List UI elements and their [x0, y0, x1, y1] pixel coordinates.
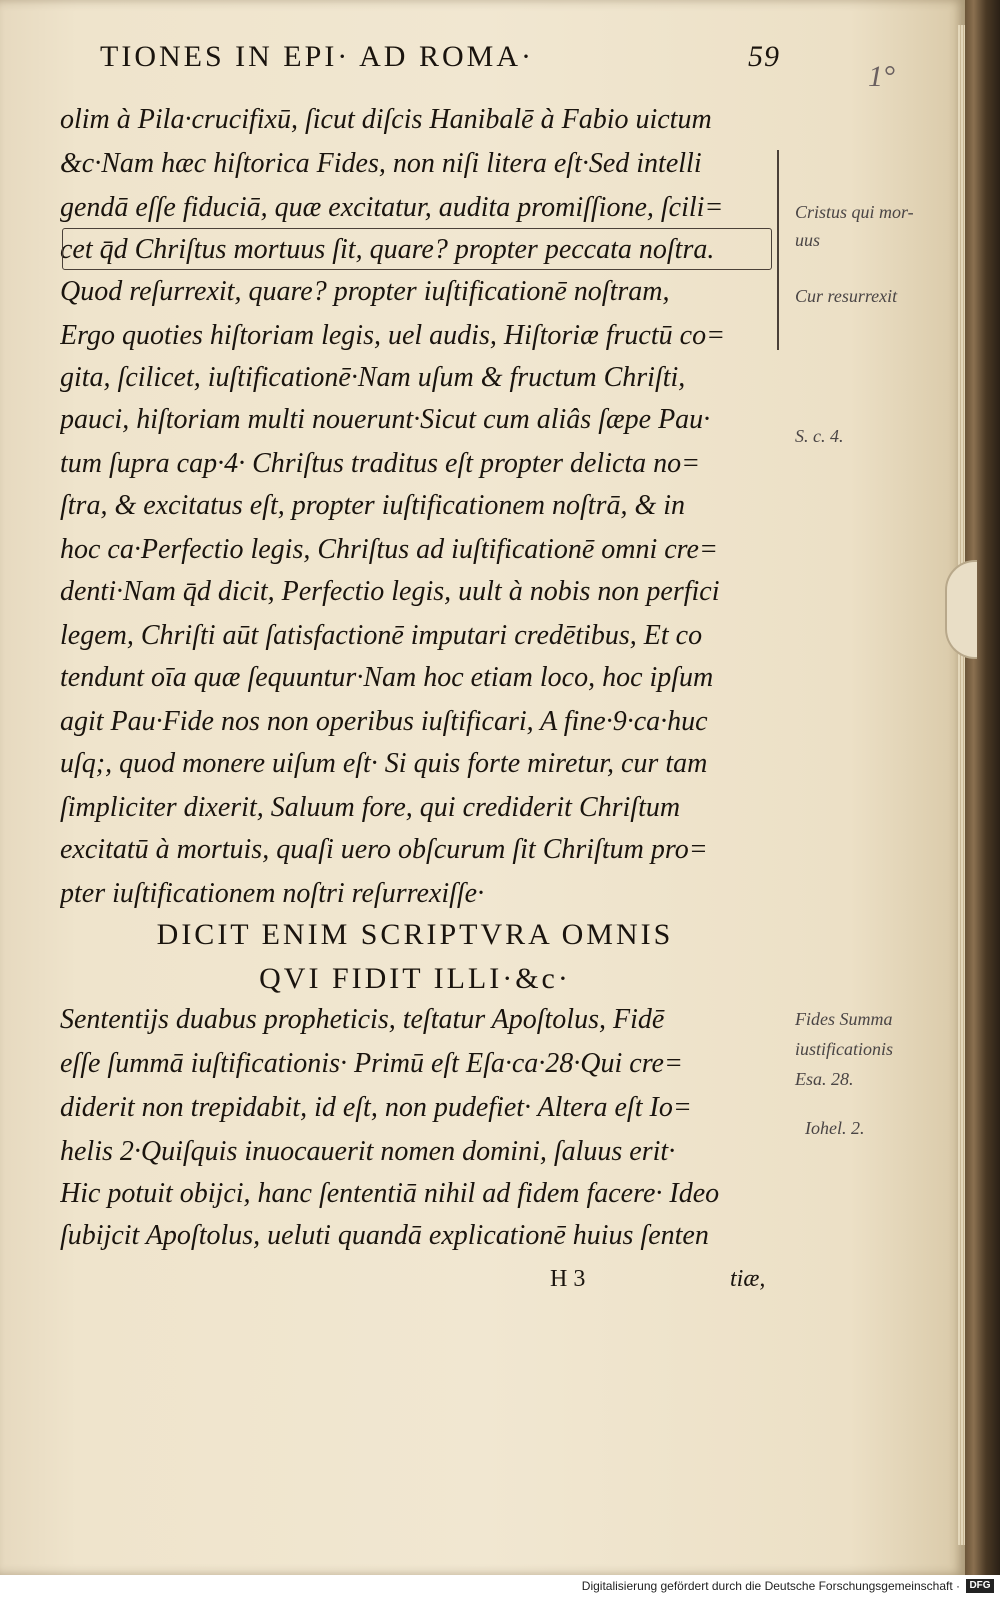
section-heading-line: DICIT ENIM SCRIPTVRA OMNIS [156, 918, 674, 951]
running-title: TIONES IN EPI· AD ROMA· [100, 40, 534, 73]
book-spine [965, 0, 1000, 1575]
margin-note: Fides Summa iustificationis Esa. 28. [795, 1009, 894, 1089]
margin-note: S. c. 4. [795, 426, 844, 446]
body-line: Ergo quoties hiſtoriam legis, uel audis, Hiſtoriæ fructū co= [60, 320, 725, 351]
margin-note: Cur resurrexit [795, 286, 898, 306]
margin-note: Cristus qui mor- uus [795, 202, 914, 250]
footer-credit: Digitalisierung gefördert durch die Deutsche Forschungsgemeinschaft · [581, 1579, 960, 1593]
body-line: eſſe ſummā iuſtificationis· Primū eſt Eſa·ca·28·Qui cre= [60, 1048, 683, 1079]
body-line: pter iuſtificationem noſtri reſurrexiſſe· [60, 878, 485, 909]
margin-note: Iohel. 2. [805, 1118, 865, 1138]
body-line: hoc ca·Perfectio legis, Chriſtus ad iuſtificationē omni cre= [60, 534, 718, 565]
body-line: tendunt oīa quæ ſequuntur·Nam hoc etiam loco, hoc ipſum [60, 662, 714, 693]
body-line: legem, Chriſti aūt ſatisfactionē imputari credētibus, Et co [60, 620, 703, 651]
body-line: helis 2·Quiſquis inuocauerit nomen domini, ſaluus erit· [60, 1136, 676, 1167]
body-line: denti·Nam q̄d dicit, Perfectio legis, uult à nobis non perfici [60, 576, 720, 607]
body-line: gita, ſcilicet, iuſtificationē·Nam uſum & fructum Chriſti, [60, 362, 686, 393]
body-line: gendā eſſe fiduciā, quæ excitatur, audita promiſſione, ſcili= [60, 192, 724, 223]
body-line: excitatū à mortuis, quaſi uero obſcurum ſit Chriſtum pro= [60, 834, 708, 865]
body-line: &c·Nam hæc hiſtorica Fides, non niſi litera eſt·Sed intelli [60, 148, 702, 179]
body-line: uſq;, quod monere uiſum eſt· Si quis forte miretur, cur tam [60, 748, 708, 779]
body-line: Quod reſurrexit, quare? propter iuſtificationē noſtram, [60, 276, 670, 307]
body-line: ſimpliciter dixerit, Saluum fore, qui crediderit Chriſtum [60, 792, 681, 823]
running-header [100, 40, 780, 74]
signature-mark: H 3 [550, 1266, 586, 1292]
body-line: olim à Pila·crucifixū, ſicut diſcis Hanibalē à Fabio uictum [60, 104, 712, 135]
dfg-logo: DFG [966, 1579, 994, 1593]
page-clip [945, 560, 977, 659]
body-line: Hic potuit obijci, hanc ſententiā nihil ad fidem facere· Ideo [60, 1178, 720, 1209]
body-line: pauci, hiſtoriam multi nouerunt·Sicut cum aliâs ſæpe Pau· [60, 404, 711, 435]
body-line: cet q̄d Chriſtus mortuus ſit, quare? propter peccata noſtra. [60, 234, 715, 265]
manuscript-margin-bracket [777, 150, 779, 350]
digitization-footer [0, 1575, 1000, 1597]
page-number: 59 [748, 40, 780, 73]
catchword: tiæ, [730, 1266, 766, 1292]
section-heading-line: QVI FIDIT ILLI·&c· [259, 962, 571, 995]
body-line: ſtra, & excitatus eſt, propter iuſtificationem noſtrā, & in [60, 490, 686, 521]
body-line: Sententijs duabus propheticis, teſtatur Apoſtolus, Fidē [60, 1004, 665, 1035]
body-line: ſubijcit Apoſtolus, ueluti quandā explicationē huius ſenten [60, 1220, 709, 1251]
body-line: tum ſupra cap·4· Chriſtus traditus eſt propter delicta no= [60, 448, 701, 479]
manuscript-underline-box [62, 228, 772, 270]
body-line: agit Pau·Fide nos non operibus iuſtificari, A fine·9·ca·huc [60, 706, 708, 737]
folio-note: 1° [868, 60, 895, 93]
body-line: diderit non trepidabit, id eſt, non pudefiet· Altera eſt Io= [60, 1092, 692, 1123]
